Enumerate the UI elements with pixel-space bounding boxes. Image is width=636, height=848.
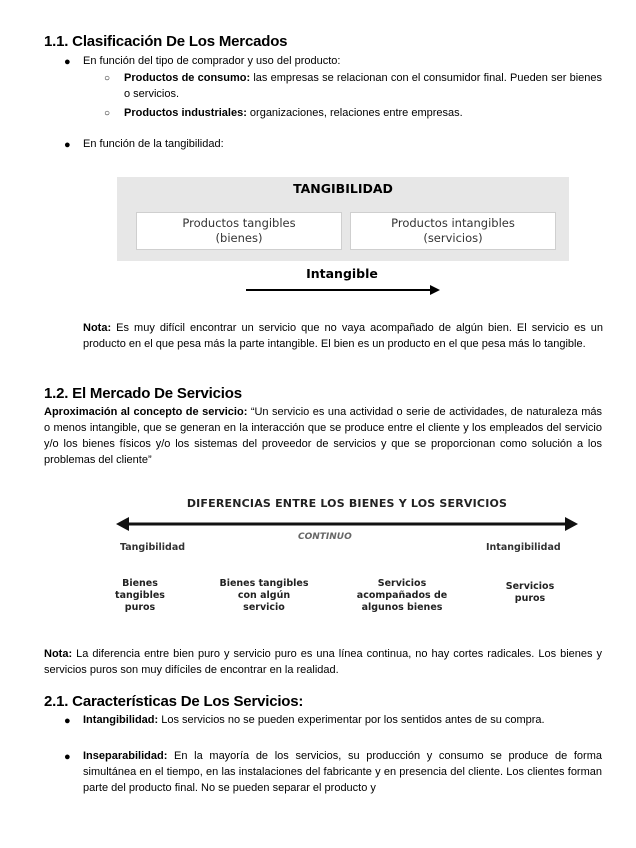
list-item-tangibilidad: En función de la tangibilidad: <box>83 138 224 150</box>
nota-label: Nota: <box>44 648 73 660</box>
tangibilidad-title: TANGIBILIDAD <box>293 181 393 196</box>
tangibilidad-end-label: Tangibilidad <box>120 542 186 553</box>
term-inseparabilidad: Inseparabilidad: <box>83 750 168 762</box>
tangibilidad-diagram <box>117 177 569 261</box>
bullet-dot: ● <box>64 139 71 151</box>
category-servicios-con-bienes <box>342 578 462 614</box>
productos-intangibles-box <box>350 212 556 250</box>
productos-intangibles-line2: (servicios) <box>423 231 483 245</box>
category-line: tangibles <box>115 590 165 601</box>
category-line: algunos bienes <box>361 602 443 613</box>
category-servicios-puros <box>490 581 570 605</box>
definicion-label: Aproximación al concepto de servicio: <box>44 406 248 418</box>
term-intangibilidad: Intangibilidad: <box>83 714 159 726</box>
sub-bullet-circle: ○ <box>104 73 111 84</box>
category-line: Bienes <box>122 578 158 589</box>
category-bienes-puros <box>100 578 180 614</box>
term-productos-consumo: Productos de consumo: <box>124 72 251 84</box>
productos-intangibles-line1: Productos intangibles <box>391 216 515 230</box>
category-bienes-con-servicio <box>206 578 322 614</box>
category-line: acompañados de <box>356 590 448 601</box>
productos-tangibles-line1: Productos tangibles <box>182 216 296 230</box>
list-item-inseparabilidad <box>83 748 602 796</box>
definicion-text: “Un servicio es una actividad o serie de actividades, de naturaleza más o menos intangible, que se generan en la interacción que se produce entre el cliente y los empleados del servicio y/o los bienes físicos y/o los sistemas del proveedor de servicios y que se proporcionan como solución a los problemas del cliente” <box>44 406 602 466</box>
definicion-servicio <box>44 404 602 468</box>
list-item-tipo-comprador: En función del tipo de comprador y uso del producto: <box>83 55 341 67</box>
bullet-dot: ● <box>64 715 71 727</box>
heading-clasificacion: 1.1. Clasificación De Los Mercados <box>44 33 288 50</box>
nota-continuo <box>44 646 602 678</box>
list-item-productos-industriales <box>124 105 602 121</box>
list-item-productos-consumo <box>124 70 602 102</box>
intangible-label: Intangible <box>306 266 378 281</box>
productos-tangibles-box <box>136 212 342 250</box>
category-line: Bienes tangibles <box>219 578 309 589</box>
intangibilidad-end-label: Intangibilidad <box>486 542 561 553</box>
list-item-intangibilidad <box>83 712 602 728</box>
nota-label: Nota: <box>83 322 112 334</box>
heading-caracteristicas: 2.1. Características De Los Servicios: <box>44 693 304 710</box>
intangible-arrow <box>244 284 440 296</box>
continuo-label: CONTINUO <box>298 532 352 542</box>
desc-intangibilidad: Los servicios no se pueden experimentar por los sentidos antes de su compra. <box>158 714 545 726</box>
desc-productos-industriales: organizaciones, relaciones entre empresas. <box>246 107 463 119</box>
category-line: con algún <box>237 590 291 601</box>
category-line: servicio <box>243 602 285 613</box>
productos-tangibles-line2: (bienes) <box>215 231 263 245</box>
heading-mercado-servicios: 1.2. El Mercado De Servicios <box>44 385 242 402</box>
category-line: puros <box>124 602 156 613</box>
diferencias-title: DIFERENCIAS ENTRE LOS BIENES Y LOS SERVICIOS <box>186 497 508 510</box>
term-productos-industriales: Productos industriales: <box>124 107 247 119</box>
nota-text: Es muy difícil encontrar un servicio que no vaya acompañado de algún bien. El servicio es un producto en el que pesa más la parte intangible. El bien es un producto en el que pesa más lo tangible. <box>83 322 603 350</box>
sub-bullet-circle: ○ <box>104 108 111 119</box>
desc-inseparabilidad: En la mayoría de los servicios, su producción y consumo se produce de forma simultánea en el tiempo, en las instalaciones del fabricante y en presencia del cliente. Los clientes forman parte del producto final. No se pueden separar el producto y <box>83 750 602 794</box>
nota-tangibilidad <box>83 320 603 352</box>
category-line: Servicios <box>377 578 427 589</box>
nota-text: La diferencia entre bien puro y servicio puro es una línea continua, no hay cortes radicales. Los bienes y servicios puros son muy difíciles de encontrar en la realidad. <box>44 648 602 676</box>
continuo-double-arrow <box>116 516 578 532</box>
bullet-dot: ● <box>64 751 71 763</box>
bullet-dot: ● <box>64 56 71 68</box>
category-line: Servicios <box>505 581 555 592</box>
desc-productos-consumo: las empresas se relacionan con el consumidor final. Pueden ser bienes o servicios. <box>124 72 602 100</box>
category-line: puros <box>514 593 546 604</box>
